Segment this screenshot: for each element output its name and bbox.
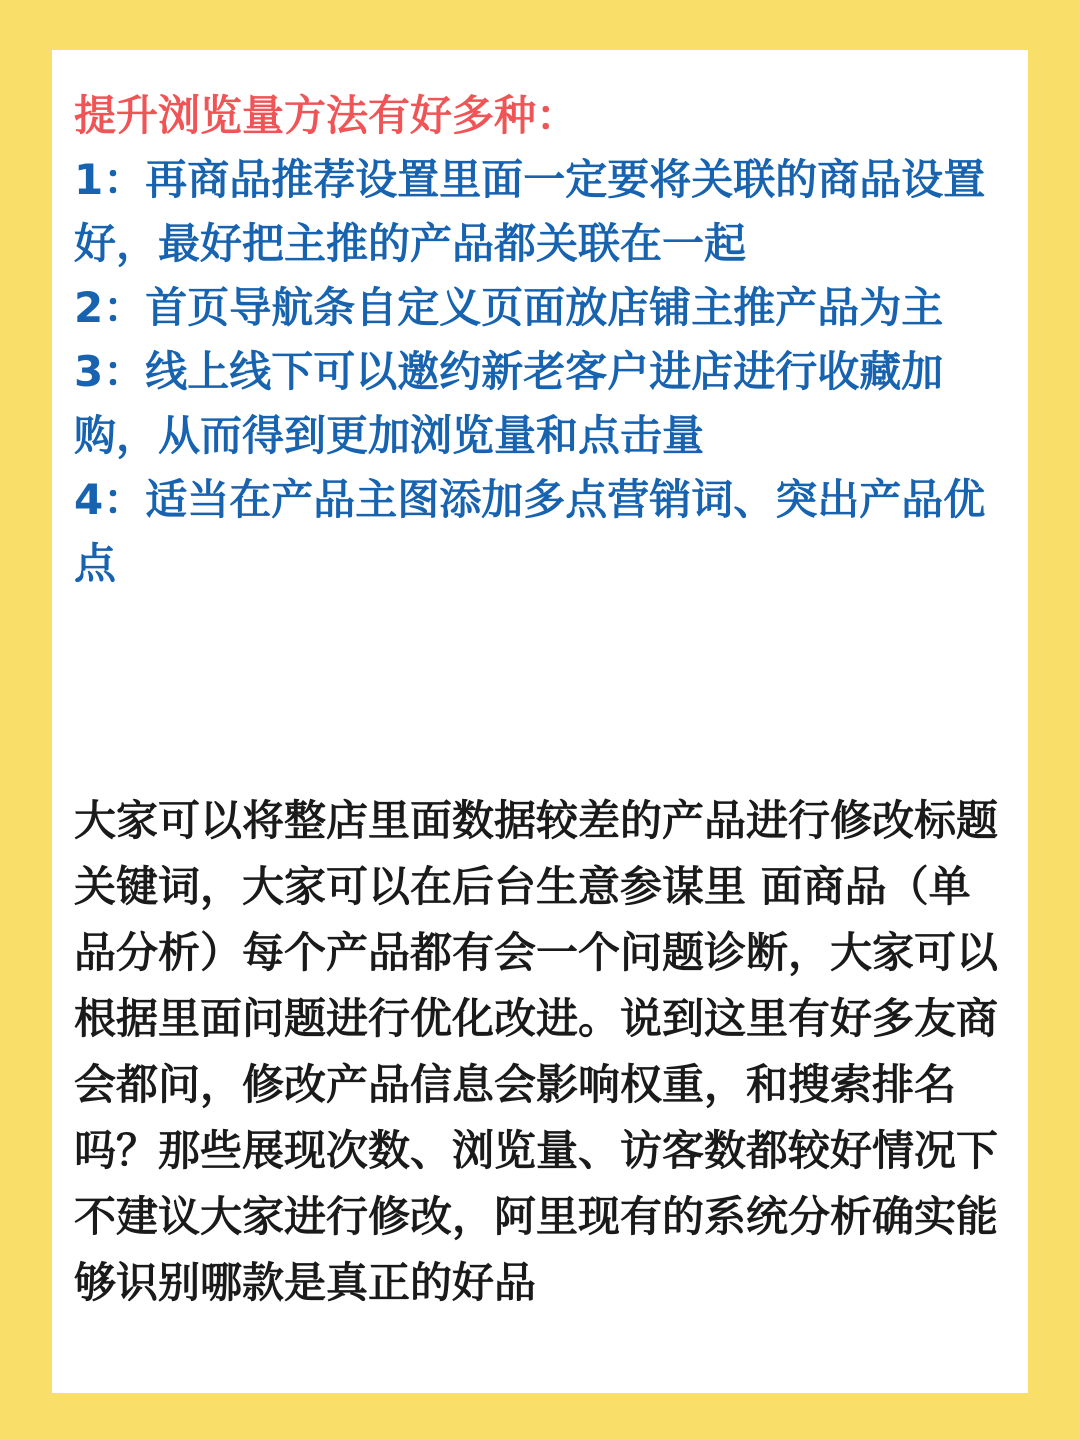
tips-section bbox=[74, 84, 1008, 596]
tip-item-4: 4：适当在产品主图添加多点营销词、突出产品优点 bbox=[74, 475, 986, 588]
advice-paragraph: 大家可以将整店里面数据较差的产品进行修改标题关键词，大家可以在后台生意参谋里 面商品（单品分析）每个产品都有会一个问题诊断，大家可以根据里面问题进行优化改进。说到这里有好多友商会都问，修改产品信息会影响权重，和搜索排名吗？那些展现次数、浏览量、访客数都较好情况下不建议大家进行修改，阿里现有的系统分析确实能 够识别哪款是真正的好品 bbox=[74, 796, 999, 1307]
tip-item-1: 1：再商品推荐设置里面一定要将关联的商品设置好，最好把主推的产品都关联在一起 bbox=[74, 155, 986, 268]
tips-heading: 提升浏览量方法有好多种： bbox=[74, 91, 579, 140]
tip-item-3: 3：线上线下可以邀约新老客户进店进行收藏加购，从而得到更加浏览量和点击量 bbox=[74, 347, 944, 460]
tip-item-2: 2：首页导航条自定义页面放店铺主推产品为主 bbox=[74, 283, 944, 332]
content-card bbox=[52, 50, 1028, 1393]
